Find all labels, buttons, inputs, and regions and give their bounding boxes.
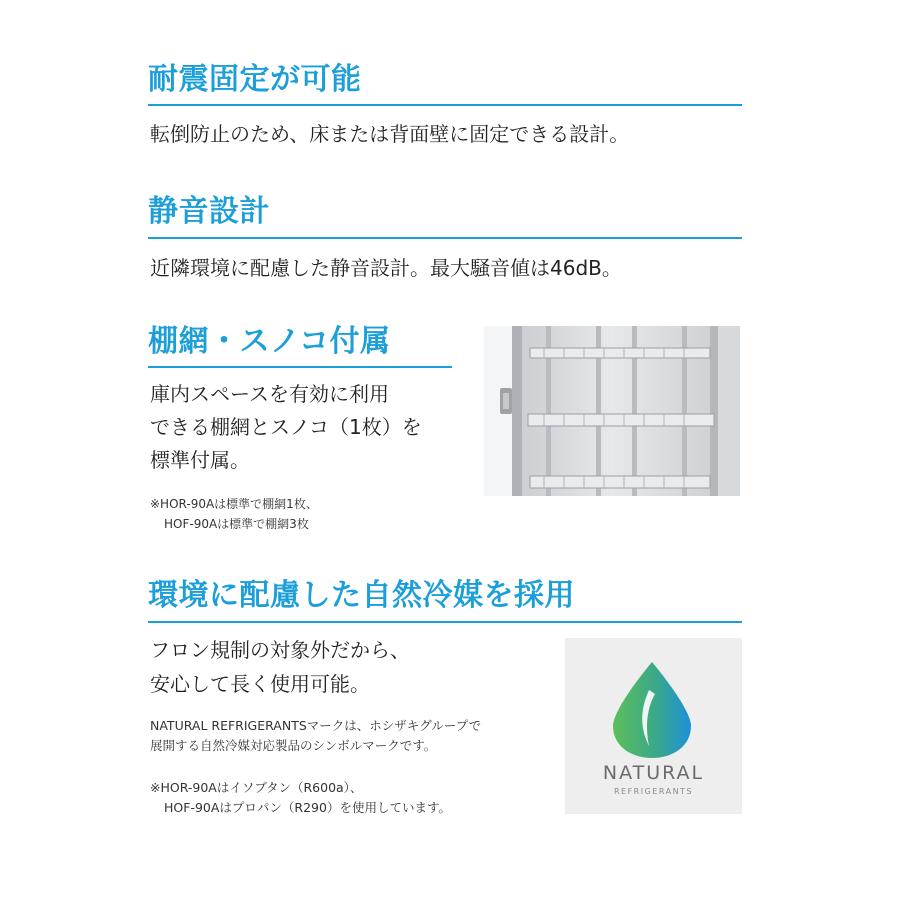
logo-sub-text: REFRIGERANTS (613, 787, 694, 796)
shelf-note-line-1: ※HOR-90Aは標準で棚網1枚、 (150, 497, 318, 511)
heading-underline (148, 237, 742, 239)
body-shelf-line-3: 標準付属。 (150, 448, 250, 472)
natural-refrigerants-logo (565, 638, 742, 814)
water-drop-icon (605, 660, 699, 760)
refrigerator-interior-photo (484, 326, 740, 496)
shelf-photo-illustration (484, 326, 740, 496)
refrigerant-note (150, 778, 451, 818)
mark-description-line-1: NATURAL REFRIGERANTSマークは、ホシザキグループで (150, 718, 482, 733)
heading-underline (148, 366, 452, 368)
logo-main-text: NATURAL (602, 762, 705, 784)
refrigerant-note-line-2: HOF-90Aはプロパン（R290）を使用しています。 (164, 800, 451, 815)
mark-description (150, 716, 481, 756)
shelf-note-line-2: HOF-90Aは標準で棚網3枚 (164, 517, 309, 531)
heading-natural-refrigerant: 環境に配慮した自然冷媒を採用 (148, 578, 575, 613)
heading-underline (148, 621, 742, 623)
shelf-note (150, 494, 318, 534)
body-quiet-design: 近隣環境に配慮した静音設計。最大騒音値は46dB。 (150, 256, 622, 280)
body-seismic-fixing: 転倒防止のため、床または背面壁に固定できる設計。 (150, 122, 630, 146)
heading-seismic-fixing: 耐震固定が可能 (148, 62, 362, 97)
heading-underline (148, 104, 742, 106)
body-shelf-line-1: 庫内スペースを有効に利用 (150, 382, 389, 406)
heading-shelf-accessories: 棚網・スノコ付属 (148, 324, 391, 359)
mark-description-line-2: 展開する自然冷媒対応製品のシンボルマークです。 (150, 738, 437, 753)
body-shelf-line-2: できる棚網とスノコ（1枚）を (150, 415, 422, 439)
heading-quiet-design: 静音設計 (148, 194, 270, 229)
refrigerant-note-line-1: ※HOR-90Aはイソブタン（R600a）、 (150, 780, 363, 795)
body-refrigerant-line-1: フロン規制の対象外だから、 (150, 638, 410, 662)
body-refrigerant-line-2: 安心して長く使用可能。 (150, 672, 370, 696)
